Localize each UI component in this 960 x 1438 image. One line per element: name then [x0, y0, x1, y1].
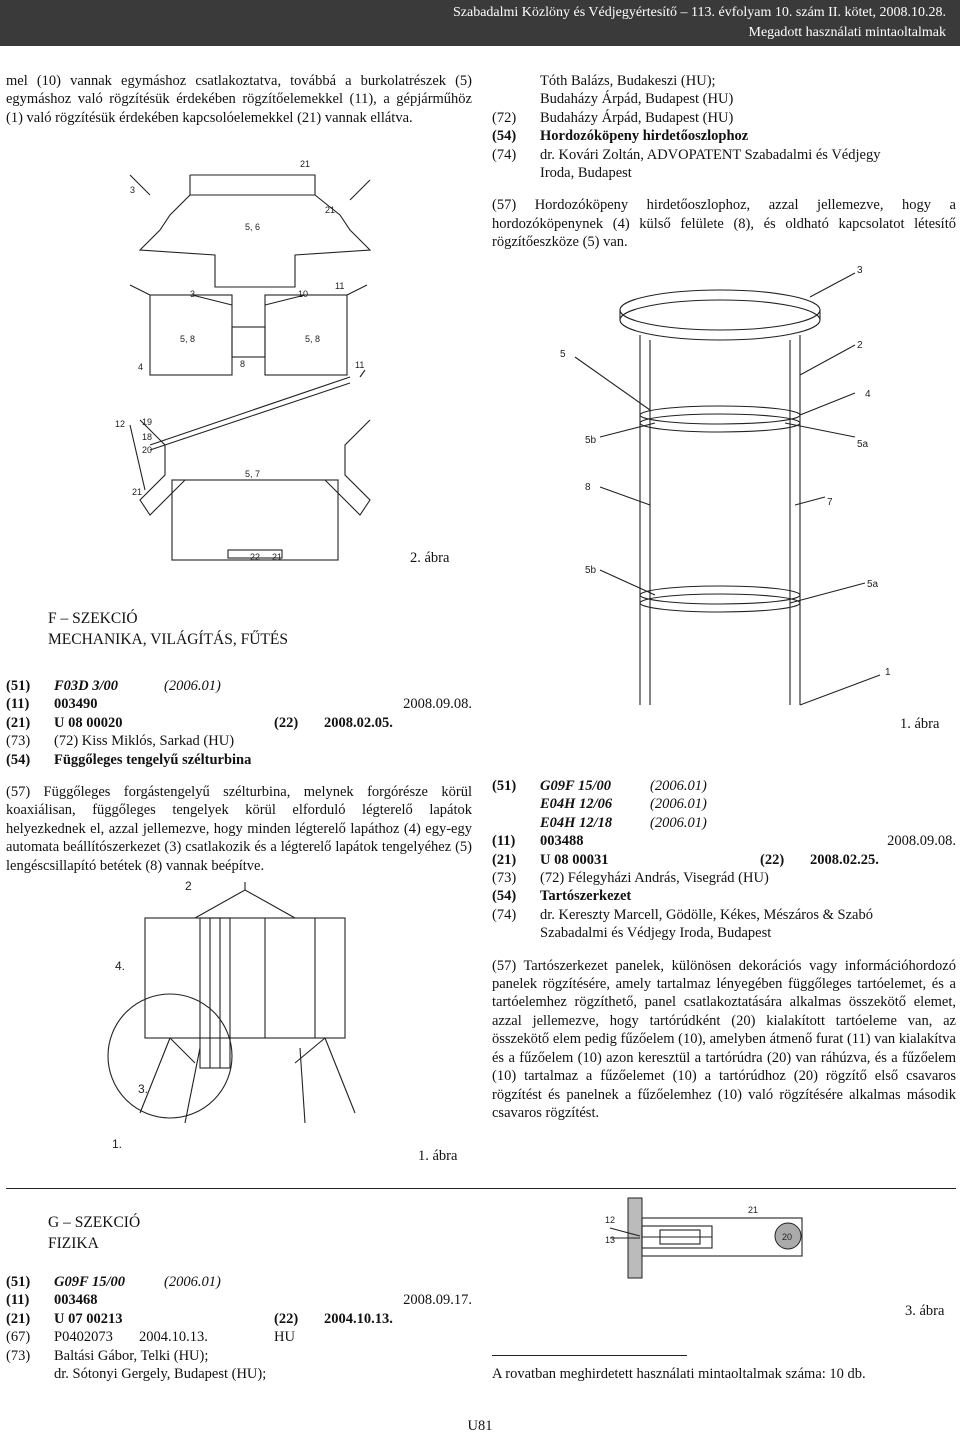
- entry-continued: [492, 72, 956, 252]
- fig2-label: 19: [142, 417, 153, 427]
- ipc-class: G09F 15/00: [540, 778, 612, 794]
- field-code: (51): [6, 1274, 31, 1290]
- section-g-line2: FIZIKA: [48, 1235, 99, 1252]
- fig2-label: 4: [138, 362, 144, 372]
- inventor: Budaházy Árpád, Budapest (HU): [540, 109, 734, 126]
- figure-1-caption: 1. ábra: [418, 1148, 458, 1164]
- fig-col-label: 3: [857, 265, 863, 276]
- page-header: [0, 0, 960, 46]
- field-code: (21): [492, 851, 517, 868]
- fig3-label: 12: [605, 1215, 616, 1225]
- fig2-label: 5, 8: [305, 334, 321, 344]
- owner-inventor: (72) Kiss Miklós, Sarkad (HU): [54, 733, 235, 750]
- owner-line: Tóth Balázs, Budakeszi (HU);: [540, 73, 716, 89]
- priority-country: HU: [274, 1329, 295, 1346]
- fig2-label: 3: [190, 289, 196, 299]
- application-number: U 08 00031: [540, 851, 609, 868]
- field-code: (21): [6, 714, 31, 731]
- abstract: (57) Hordozóköpeny hirdetőoszlophoz, azzal jellemezve, hogy a hordozóköpenynek (4) külső felülete (8), és oldható kapcsolatot létesítő rögzítőeszköze (5) van.: [492, 197, 956, 251]
- owner-line: dr. Sótonyi Gergely, Budapest (HU);: [54, 1366, 267, 1383]
- ipc-date: (2006.01): [164, 1274, 221, 1290]
- field-code: (11): [6, 1292, 30, 1309]
- section-f-line2: MECHANIKA, VILÁGÍTÁS, FŰTÉS: [48, 631, 288, 648]
- fig2-label: 11: [335, 281, 345, 291]
- reg-number: 003468: [54, 1292, 98, 1309]
- fig-col-label: 1: [885, 667, 891, 678]
- field-code: (21): [6, 1310, 31, 1327]
- ipc-class: F03D 3/00: [54, 678, 119, 694]
- figure-3-drawing: [600, 1198, 830, 1278]
- application-number: U 07 00213: [54, 1310, 123, 1327]
- fig-col-label: 5: [560, 349, 566, 360]
- figure-column-drawing: [555, 265, 895, 715]
- fig-col-label: 2: [857, 340, 863, 351]
- owner-line: Budaházy Árpád, Budapest (HU): [540, 91, 734, 108]
- section-f-line1: F – SZEKCIÓ: [48, 610, 138, 627]
- field-code: (11): [6, 696, 30, 713]
- section-g-line1: G – SZEKCIÓ: [48, 1214, 141, 1231]
- abstract: (57) Tartószerkezet panelek, különösen dekorációs vagy információhordozó panelek rögzítésére, amely tartalmaz lényegében függőleges tartóelemet, és a tartóelemhez rögzíthető, panel csatlakoztatására alkalmas összekötő elemet, azzal jellemezve, hogy tartórúdként (20) kialakított tartóeleme van, az összekötő elem pedig fűzőelem (10), amelyben átmenő furat (11) van kialakítva és a fűzőelem (10) azon keresztül a tartórúdra (20) van ráhúzva, és a fűzőelem (10) tartalmaz a fűzőelemet (10) a tartórúdhoz (20) rögzítő első csavaros rögzítést és panelnek a fűzőelemhez (10) való rögzítésére alkalmas második csavaros rögzítést.: [492, 957, 956, 1121]
- fig2-label: 5, 8: [180, 334, 196, 344]
- representative: Szabadalmi és Védjegy Iroda, Budapest: [540, 925, 772, 942]
- priority-date: 2004.10.13.: [139, 1329, 208, 1346]
- footer-divider: [492, 1355, 687, 1356]
- reg-date: 2008.09.08.: [403, 696, 472, 713]
- figure-1-drawing: [100, 878, 400, 1163]
- fig-col-label: 7: [827, 497, 833, 508]
- figure-2-caption: 2. ábra: [410, 550, 450, 566]
- ipc-date: (2006.01): [164, 678, 221, 694]
- fig2-label: 8: [240, 359, 246, 369]
- filing-date: 2008.02.05.: [324, 714, 393, 731]
- field-code: (11): [492, 833, 516, 850]
- fig2-label: 22: [250, 552, 261, 562]
- field-code: (22): [760, 851, 785, 868]
- utility-model-title: Függőleges tengelyű szélturbina: [54, 751, 252, 768]
- field-code: (54): [492, 128, 517, 145]
- fig-col-label: 5b: [585, 565, 597, 576]
- representative: dr. Kereszty Marcell, Gödölle, Kékes, Mészáros & Szabó: [540, 906, 873, 923]
- field-code: (22): [274, 1310, 299, 1327]
- ipc-date: (2006.01): [650, 796, 707, 813]
- fig1-label: 4.: [115, 959, 126, 973]
- reg-date: 2008.09.08.: [887, 833, 956, 850]
- field-code: (51): [6, 678, 31, 694]
- priority-number: P0402073: [54, 1329, 113, 1346]
- footer-note: A rovatban meghirdetett használati mintaoltalmak száma: 10 db.: [492, 1366, 866, 1382]
- fig2-label: 21: [300, 159, 311, 169]
- field-code: (73): [6, 1347, 31, 1364]
- filing-date: 2004.10.13.: [324, 1310, 393, 1327]
- reg-number: 003488: [540, 833, 584, 850]
- figure-2-drawing: [110, 155, 400, 565]
- ipc-class: G09F 15/00: [54, 1274, 126, 1290]
- filing-date: 2008.02.25.: [810, 851, 879, 868]
- reg-date: 2008.09.17.: [403, 1292, 472, 1309]
- utility-model-title: Hordozóköpeny hirdetőoszlophoz: [540, 128, 749, 145]
- field-code: (74): [492, 146, 517, 163]
- fig2-label: 3: [130, 185, 136, 195]
- fig2-label: 11: [355, 360, 365, 370]
- section-f-heading: [48, 608, 288, 650]
- fig-col-label: 4: [865, 389, 871, 400]
- fig2-label: 10: [298, 289, 309, 299]
- page-number: U81: [467, 1418, 493, 1434]
- fig1-label: 1.: [112, 1137, 123, 1151]
- owner-inventor: (72) Félegyházi András, Visegrád (HU): [540, 870, 769, 887]
- section-title: Megadott használati mintaoltalmak: [748, 25, 946, 40]
- ipc-class: E04H 12/18: [540, 814, 613, 831]
- field-code: (72): [492, 109, 517, 126]
- fig2-label: 21: [132, 487, 143, 497]
- field-code: (51): [492, 778, 517, 794]
- entry-003490: [6, 677, 472, 875]
- representative: Iroda, Budapest: [540, 165, 632, 182]
- fig3-label: 13: [605, 1235, 616, 1245]
- field-code: (67): [6, 1329, 31, 1346]
- field-code: (74): [492, 906, 517, 923]
- field-code: (73): [6, 733, 31, 750]
- figure-3-caption: 3. ábra: [905, 1303, 945, 1319]
- fig-col-label: 8: [585, 482, 591, 493]
- representative: dr. Kovári Zoltán, ADVOPATENT Szabadalmi és Védjegy: [540, 146, 881, 163]
- field-code: (54): [6, 751, 31, 768]
- fig2-label: 5, 6: [245, 222, 261, 232]
- intro-text: mel (10) vannak egymáshoz csatlakoztatva, továbbá a burkolatrészek (5) egymáshoz való rögzítésük érdekében rögzítőelemekkel (11), a gépjárműhöz (1) való rögzítésük érdekében kapcsolóelemekkel (21) vannak ellátva.: [6, 73, 472, 126]
- fig3-label: 20: [782, 1232, 793, 1242]
- entry-003488: [492, 777, 956, 1122]
- fig2-label: 18: [142, 432, 153, 442]
- reg-number: 003490: [54, 696, 98, 713]
- entry-003468: [6, 1273, 472, 1383]
- ipc-date: (2006.01): [650, 778, 707, 794]
- field-code: (73): [492, 870, 517, 887]
- fig2-label: 5, 7: [245, 469, 261, 479]
- journal-title: Szabadalmi Közlöny és Védjegyértesítő – 113. évfolyam 10. szám II. kötet, 2008.10.28.: [452, 5, 946, 20]
- section-g-heading: [48, 1212, 140, 1254]
- ipc-date: (2006.01): [650, 814, 707, 831]
- ipc-class: E04H 12/06: [540, 796, 613, 813]
- fig2-label: 21: [325, 205, 336, 215]
- application-number: U 08 00020: [54, 714, 123, 731]
- abstract: (57) Függőleges forgástengelyű szélturbina, melynek forgórésze körül koaxiálisan, függőleges tengelyek körül elforduló légterelő lapátok helyezkednek el, azzal jellemezve, hogy minden légterelő lapáthoz (4) egy-egy automata beállítószerkezet (3) csatlakozik és a légterelő lapátok tengelyéhez (5) lengéscsillapító betétek (8) vannak beépítve.: [6, 784, 472, 874]
- section-divider: [6, 1188, 956, 1189]
- figure-column-caption: 1. ábra: [900, 716, 940, 732]
- fig-col-label: 5b: [585, 435, 597, 446]
- fig2-label: 21: [272, 552, 283, 562]
- fig-col-label: 5a: [857, 439, 869, 450]
- fig2-label: 12: [115, 419, 126, 429]
- field-code: (54): [492, 888, 517, 905]
- fig-col-label: 5a: [867, 579, 879, 590]
- utility-model-title: Tartószerkezet: [540, 888, 632, 905]
- field-code: (22): [274, 714, 299, 731]
- fig3-label: 21: [748, 1205, 759, 1215]
- fig1-label: 3.: [138, 1082, 149, 1096]
- owner-line: Baltási Gábor, Telki (HU);: [54, 1347, 209, 1364]
- fig1-label: 2: [185, 879, 192, 893]
- fig2-label: 20: [142, 445, 153, 455]
